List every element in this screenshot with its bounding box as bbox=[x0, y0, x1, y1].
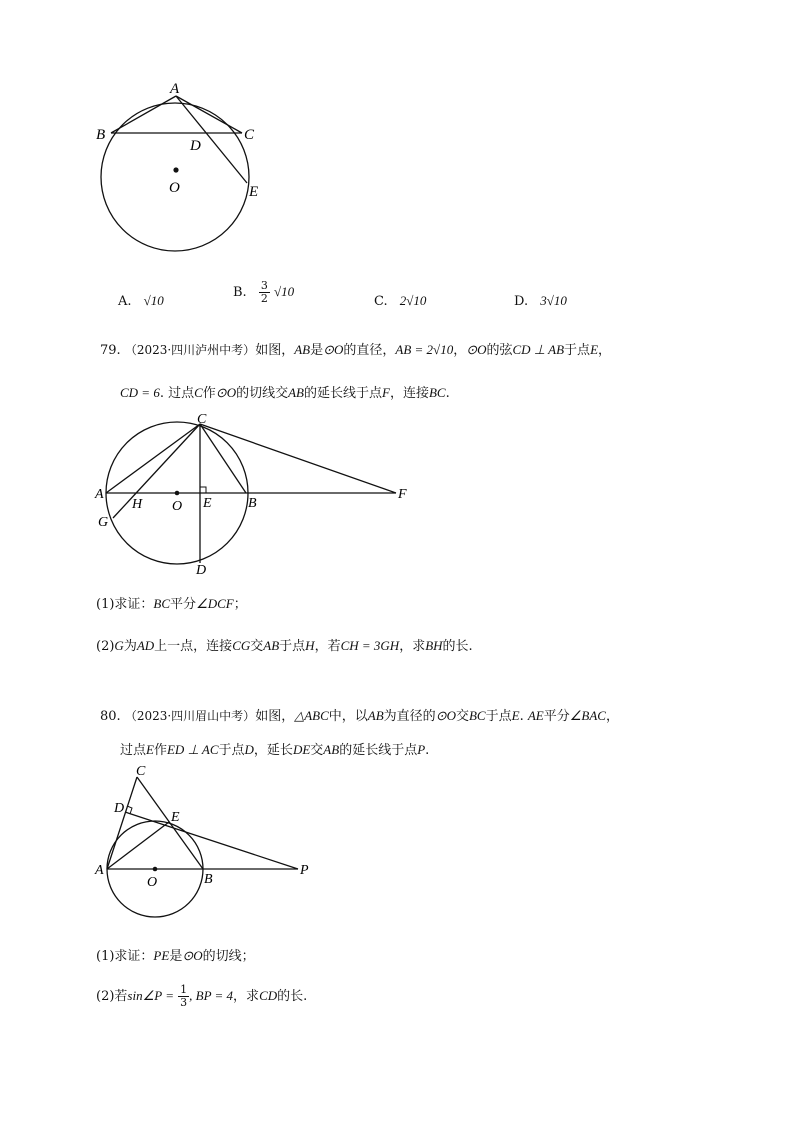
math-c: C bbox=[194, 385, 203, 400]
question-source: （2023·四川眉山中考） bbox=[124, 709, 256, 723]
math-cd-perp: CD ⊥ AB bbox=[512, 342, 565, 357]
option-value: √10 bbox=[273, 284, 295, 299]
line-dp bbox=[125, 812, 298, 869]
option-a bbox=[118, 293, 164, 310]
text: ，若 bbox=[314, 639, 341, 654]
math-cg: CG bbox=[232, 638, 251, 653]
math-sin: sin∠P = bbox=[127, 988, 174, 1003]
center-point bbox=[175, 491, 180, 496]
math-p: P bbox=[417, 742, 426, 757]
text: 的长. bbox=[442, 639, 473, 654]
label-c: C bbox=[136, 764, 146, 779]
label-g: G bbox=[98, 515, 109, 530]
math-perp: ED ⊥ AC bbox=[166, 742, 219, 757]
math-e: E bbox=[511, 708, 520, 723]
math-h: H bbox=[305, 638, 315, 653]
text: 是 bbox=[169, 949, 183, 964]
text: 是 bbox=[310, 343, 324, 358]
label-o: O bbox=[169, 180, 180, 196]
figure-q79 bbox=[90, 412, 420, 582]
label-o: O bbox=[147, 875, 158, 890]
fraction-denominator: 2 bbox=[260, 292, 268, 305]
label-o: O bbox=[172, 499, 183, 514]
text: 平分 bbox=[170, 597, 197, 612]
math-e: E bbox=[146, 742, 154, 757]
chord-ab bbox=[111, 96, 176, 133]
figure-q80 bbox=[90, 758, 330, 948]
math-ab-eq: AB = 2√10 bbox=[395, 342, 454, 357]
label-d: D bbox=[196, 563, 207, 578]
math-cd: CD = 6 bbox=[120, 385, 160, 400]
math-cd: CD bbox=[259, 988, 278, 1003]
math-ab: AB bbox=[367, 708, 384, 723]
text: . bbox=[425, 743, 430, 758]
label-b: B bbox=[96, 127, 106, 143]
q80-line-2 bbox=[120, 742, 429, 759]
label-c: C bbox=[244, 127, 255, 143]
text: 作 bbox=[153, 743, 167, 758]
text: 平分 bbox=[543, 709, 570, 724]
math-circle-o: ⊙O bbox=[435, 708, 456, 723]
text: 的长. bbox=[277, 989, 308, 1004]
text: (1)求证： bbox=[96, 949, 154, 964]
label-c: C bbox=[197, 412, 207, 427]
math-circle-o: ⊙O bbox=[323, 342, 344, 357]
math-bc: BC bbox=[153, 596, 171, 611]
segment-ac bbox=[107, 777, 137, 869]
label-h: H bbox=[132, 497, 143, 512]
label-a: A bbox=[95, 487, 104, 502]
option-letter: D. bbox=[514, 294, 529, 309]
math-point-e: E bbox=[590, 342, 599, 357]
fraction bbox=[259, 280, 270, 305]
fraction-numerator: 1 bbox=[180, 983, 188, 996]
text: 的切线交 bbox=[236, 386, 289, 401]
text: ， bbox=[605, 709, 619, 724]
text: 作 bbox=[202, 386, 216, 401]
text: 交 bbox=[250, 639, 264, 654]
fraction bbox=[178, 984, 189, 1009]
text: (2)若 bbox=[96, 989, 128, 1004]
q79-part-2 bbox=[96, 638, 473, 655]
option-value: √10 bbox=[143, 293, 164, 308]
text: 为 bbox=[123, 639, 137, 654]
math-de: DE bbox=[292, 742, 311, 757]
math-ab: AB bbox=[294, 342, 311, 357]
fraction-numerator: 3 bbox=[260, 279, 268, 292]
text: 于点 bbox=[485, 709, 512, 724]
math-ab: AB bbox=[263, 638, 280, 653]
text: 过点 bbox=[120, 743, 147, 758]
math-pe: PE bbox=[153, 948, 170, 963]
math-angle: ∠BAC bbox=[569, 708, 606, 723]
figure-q78 bbox=[90, 75, 280, 265]
right-angle-mark bbox=[200, 487, 206, 493]
segment-ae bbox=[107, 822, 169, 869]
label-f: F bbox=[398, 487, 407, 502]
text: (1)求证： bbox=[96, 597, 154, 612]
option-letter: A. bbox=[118, 294, 132, 309]
text: 为直径的 bbox=[383, 709, 436, 724]
center-point bbox=[173, 167, 178, 172]
option-letter: B. bbox=[233, 285, 247, 300]
math-bc: BC bbox=[428, 385, 446, 400]
text: 的延长线于点 bbox=[339, 743, 418, 758]
text: 交 bbox=[310, 743, 324, 758]
label-b: B bbox=[248, 496, 257, 511]
math-d: D bbox=[244, 742, 254, 757]
math-circle-o: ⊙O bbox=[182, 948, 203, 963]
text: 如图， bbox=[255, 343, 295, 358]
option-d bbox=[514, 293, 567, 310]
text: 交 bbox=[455, 709, 469, 724]
segment-cb bbox=[137, 777, 203, 869]
text: 中，以 bbox=[328, 709, 368, 724]
label-e: E bbox=[249, 184, 259, 200]
fraction-denominator: 3 bbox=[180, 996, 188, 1009]
q79-line-2 bbox=[120, 385, 450, 402]
segment-cg bbox=[113, 424, 200, 518]
label-a: A bbox=[170, 81, 180, 97]
math-triangle: △ABC bbox=[294, 708, 329, 723]
option-value: 3√10 bbox=[540, 293, 567, 308]
math-bc: BC bbox=[468, 708, 486, 723]
text: ，求 bbox=[233, 989, 260, 1004]
text: ， bbox=[598, 343, 612, 358]
chord-ae bbox=[176, 96, 247, 183]
text: 于点 bbox=[564, 343, 591, 358]
question-source: （2023·四川泸州中考） bbox=[124, 343, 256, 357]
chord-ac bbox=[176, 96, 242, 133]
text: 的切线； bbox=[202, 949, 255, 964]
text: (2) bbox=[96, 639, 115, 654]
q79-part-1 bbox=[96, 596, 247, 613]
text: . bbox=[445, 386, 450, 401]
label-a: A bbox=[95, 863, 104, 878]
text: 于点 bbox=[279, 639, 306, 654]
q80-part-2 bbox=[96, 984, 307, 1009]
math-arc-ad: AD bbox=[136, 638, 155, 653]
q80-part-1 bbox=[96, 948, 255, 965]
text: 上一点，连接 bbox=[154, 639, 233, 654]
center-point bbox=[153, 867, 158, 872]
text: 的直径， bbox=[343, 343, 396, 358]
text: ，延长 bbox=[253, 743, 293, 758]
label-d: D bbox=[114, 801, 125, 816]
label-e: E bbox=[203, 496, 212, 511]
math-bh: BH bbox=[425, 638, 443, 653]
option-letter: C. bbox=[374, 294, 388, 309]
label-e: E bbox=[171, 810, 180, 825]
math-ab: AB bbox=[288, 385, 304, 400]
text: 于点 bbox=[218, 743, 245, 758]
math-eq: CH = 3GH bbox=[340, 638, 400, 653]
q80-line-1 bbox=[100, 708, 619, 725]
math-g: G bbox=[114, 638, 124, 653]
text: . 过点 bbox=[159, 386, 195, 401]
text: 如图， bbox=[255, 709, 295, 724]
math-circle-o: ⊙O bbox=[466, 342, 487, 357]
math-bp: , BP = 4 bbox=[189, 988, 234, 1003]
math-ae: AE bbox=[527, 708, 544, 723]
segment-ac bbox=[106, 424, 200, 493]
text: ， bbox=[453, 343, 467, 358]
math-circle-o: ⊙O bbox=[215, 385, 237, 400]
label-p: P bbox=[300, 863, 309, 878]
tangent-cf bbox=[200, 424, 396, 493]
option-c bbox=[374, 293, 426, 310]
text: 的延长线于点 bbox=[303, 386, 382, 401]
math-angle: ∠DCF bbox=[196, 596, 234, 611]
math-f: F bbox=[382, 385, 390, 400]
q79-line-1 bbox=[100, 342, 611, 359]
option-b bbox=[233, 280, 294, 305]
text: ，连接 bbox=[389, 386, 429, 401]
label-b: B bbox=[204, 872, 213, 887]
option-value: 2√10 bbox=[399, 293, 427, 308]
text: 的弦 bbox=[486, 343, 513, 358]
text: ，求 bbox=[399, 639, 426, 654]
text: . bbox=[519, 709, 524, 724]
label-d: D bbox=[190, 138, 201, 154]
text: ； bbox=[233, 597, 247, 612]
question-number: 80. bbox=[100, 709, 121, 724]
math-ab: AB bbox=[323, 742, 340, 757]
question-number: 79. bbox=[100, 343, 121, 358]
